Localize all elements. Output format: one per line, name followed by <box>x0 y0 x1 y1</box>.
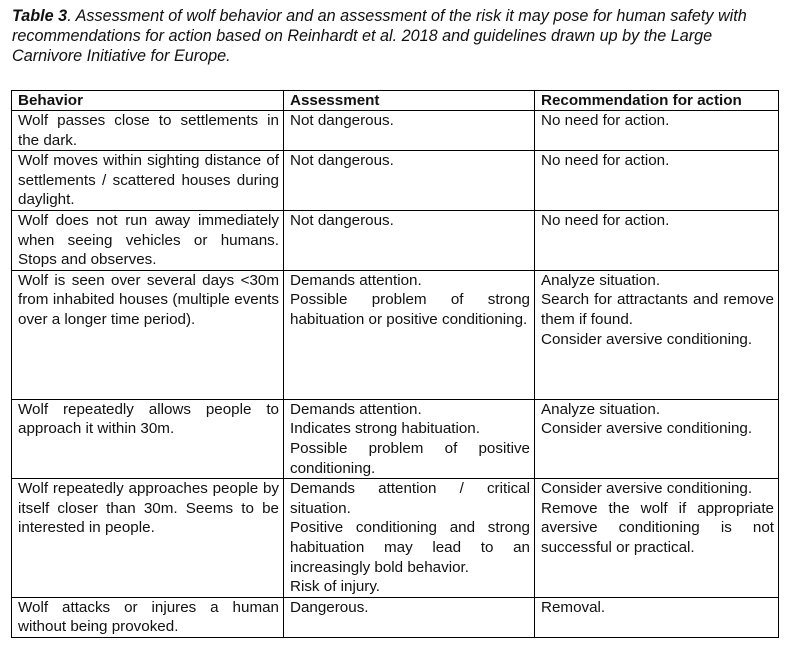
table-row <box>12 597 779 637</box>
table-row <box>12 210 779 270</box>
recommendation-text: Consider aversive conditioning. <box>541 330 753 348</box>
table-row <box>12 111 779 151</box>
header-recommendation: Recommendation for action <box>535 91 779 111</box>
assessment-text: Demands attention / critical situation. <box>290 480 530 517</box>
recommendation-text: Analyze situation. <box>541 271 661 289</box>
behavior-cell <box>12 399 284 478</box>
assessment-cell <box>284 399 535 478</box>
table-row <box>12 399 779 478</box>
recommendation-text: Consider aversive conditioning. <box>541 480 753 498</box>
recommendation-cell <box>535 111 779 151</box>
behavior-text: Wolf moves within sighting distance of settlements / scattered houses during daylight. <box>18 152 279 209</box>
behavior-text: Wolf repeatedly allows people to approach it within 30m. <box>18 400 279 438</box>
behavior-cell <box>12 210 284 270</box>
header-behavior: Behavior <box>12 91 284 111</box>
behavior-cell <box>12 597 284 637</box>
table-header-row <box>12 91 779 111</box>
recommendation-cell <box>535 399 779 478</box>
recommendation-cell <box>535 479 779 598</box>
behavior-text: Wolf passes close to settlements in the dark. <box>18 112 279 149</box>
header-assessment: Assessment <box>284 91 535 111</box>
behavior-cell <box>12 151 284 211</box>
assessment-cell <box>284 111 535 151</box>
assessment-text: Indicates strong habituation. <box>290 420 480 438</box>
assessment-cell <box>284 597 535 637</box>
behavior-cell <box>12 270 284 399</box>
assessment-text: Not dangerous. <box>290 211 394 229</box>
assessment-text: Demands attention. <box>290 400 422 418</box>
behavior-text: Wolf repeatedly approaches people by itself closer than 30m. Seems to be interested in people. <box>18 480 279 537</box>
wolf-behavior-risk-table <box>11 90 779 638</box>
assessment-text: Possible problem of strong habituation or positive conditioning. <box>290 291 530 328</box>
recommendation-text: Remove the wolf if appropriate aversive conditioning is not successful or practical. <box>541 499 774 556</box>
assessment-text: Not dangerous. <box>290 152 394 170</box>
table-caption-text: . Assessment of wolf behavior and an assessment of the risk it may pose for human safety with recommendations for action based on Reinhardt et al. 2018 and guidelines drawn up by the Large Carnivore Initiative for Europe. <box>12 7 747 65</box>
recommendation-text: Consider aversive conditioning. <box>541 420 753 438</box>
assessment-text: Demands attention. <box>290 271 422 289</box>
assessment-cell <box>284 479 535 598</box>
assessment-text: Risk of injury. <box>290 578 381 596</box>
table-caption-label: Table 3 <box>12 7 68 25</box>
assessment-text: Positive conditioning and strong habituation may lead to an increasingly bold behavior. <box>290 519 530 576</box>
table-row <box>12 479 779 598</box>
recommendation-cell <box>535 151 779 211</box>
behavior-cell <box>12 111 284 151</box>
assessment-text: Dangerous. <box>290 598 369 616</box>
behavior-text: Wolf does not run away immediately when seeing vehicles or humans. Stops and observes. <box>18 211 279 269</box>
assessment-cell <box>284 151 535 211</box>
recommendation-text: Removal. <box>541 598 606 616</box>
recommendation-text: Analyze situation. <box>541 400 661 418</box>
assessment-text: Possible problem of positive conditioning. <box>290 439 530 477</box>
assessment-cell <box>284 270 535 399</box>
assessment-cell <box>284 210 535 270</box>
table-caption <box>12 6 782 66</box>
recommendation-text: No need for action. <box>541 112 670 129</box>
recommendation-cell <box>535 597 779 637</box>
recommendation-text: No need for action. <box>541 152 670 170</box>
behavior-text: Wolf is seen over several days <30m from inhabited houses (multiple events over a longer time period). <box>18 271 279 328</box>
assessment-text: Not dangerous. <box>290 112 394 129</box>
table-row <box>12 151 779 211</box>
recommendation-text: No need for action. <box>541 211 670 229</box>
recommendation-cell <box>535 210 779 270</box>
table-row <box>12 270 779 399</box>
recommendation-cell <box>535 270 779 399</box>
behavior-text: Wolf attacks or injures a human without being provoked. <box>18 598 279 636</box>
recommendation-text: Search for attractants and remove them if found. <box>541 291 774 328</box>
behavior-cell <box>12 479 284 598</box>
